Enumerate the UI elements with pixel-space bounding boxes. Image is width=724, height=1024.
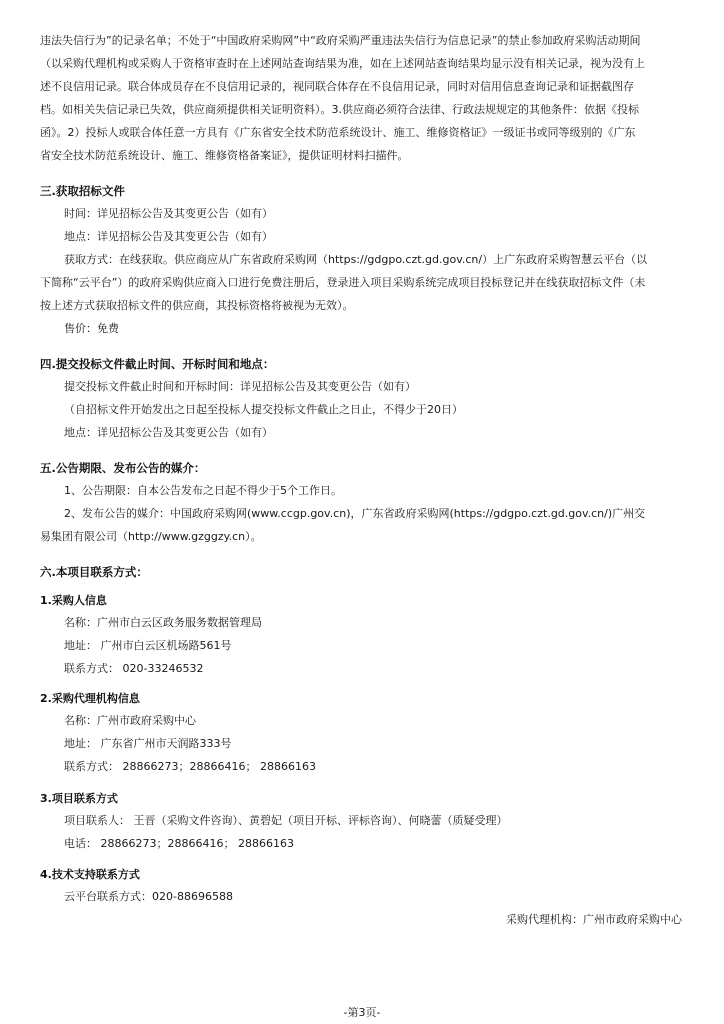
section-5-item-1: 1、公告期限：自本公告发布之日起不得少于5个工作日。 bbox=[64, 484, 342, 497]
tech-support-heading: 4.技术支持联系方式 bbox=[40, 868, 140, 881]
section-3-place: 地点：详见招标公告及其变更公告（如有） bbox=[64, 230, 273, 243]
section-4-deadline: 提交投标文件截止时间和开标时间：详见招标公告及其变更公告（如有） bbox=[64, 380, 416, 393]
intro-line-2: （以采购代理机构或采购人于资格审查时在上述网站查询结果为准，如在上述网站查询结果均显示没有相关记录，视为没有上 bbox=[40, 57, 645, 70]
agency-signature: 采购代理机构：广州市政府采购中心 bbox=[506, 913, 682, 926]
intro-line-1: 违法失信行为”的记录名单；不处于“中国政府采购网”中“政府采购严重违法失信行为信息记录”的禁止参加政府采购活动期间 bbox=[40, 34, 641, 47]
section-3-method-line-2: 下简称“云平台”）的政府采购供应商入口进行免费注册后，登录进入项目采购系统完成项目投标登记并在线获取招标文件（未 bbox=[40, 276, 646, 289]
agency-name: 名称：广州市政府采购中心 bbox=[64, 714, 196, 727]
section-3-time: 时间：详见招标公告及其变更公告（如有） bbox=[64, 207, 273, 220]
project-contact-heading: 3.项目联系方式 bbox=[40, 792, 118, 805]
purchaser-name: 名称：广州市白云区政务服务数据管理局 bbox=[64, 616, 262, 629]
intro-line-5: 函》。2）投标人或联合体任意一方具有《广东省安全技术防范系统设计、施工、维修资格证》一级证书或同等级别的《广东 bbox=[40, 126, 636, 139]
section-4-note: （自招标文件开始发出之日起至投标人提交投标文件截止之日止，不得少于20日） bbox=[64, 403, 463, 416]
section-3-price: 售价：免费 bbox=[64, 322, 119, 335]
section-6-heading: 六.本项目联系方式： bbox=[40, 565, 148, 579]
agency-address: 地址： 广东省广州市天润路333号 bbox=[64, 737, 232, 750]
section-5-item-2-line-1: 2、发布公告的媒介：中国政府采购网(www.ccgp.gov.cn)，广东省政府采购网(https://gdgpo.czt.gd.gov.cn/)广州交 bbox=[64, 507, 646, 520]
intro-line-4: 档。如相关失信记录已失效，供应商须提供相关证明资料）。3.供应商必须符合法律、行政法规规定的其他条件：依据《投标 bbox=[40, 103, 639, 116]
section-3-method-line-3: 按上述方式获取招标文件的供应商，其投标资格将被视为无效）。 bbox=[40, 299, 354, 312]
section-3-heading: 三.获取招标文件 bbox=[40, 184, 125, 198]
intro-line-6: 省安全技术防范系统设计、施工、维修资格备案证》，提供证明材料扫描件。 bbox=[40, 149, 409, 162]
agency-contact: 联系方式： 28866273；28866416； 28866163 bbox=[64, 760, 316, 773]
project-contact-people: 项目联系人： 王晋（采购文件咨询）、黄碧妃（项目开标、评标咨询）、何晓蕾（质疑受理） bbox=[64, 814, 508, 827]
tech-support-contact: 云平台联系方式：020-88696588 bbox=[64, 890, 233, 903]
section-5-item-2-line-2: 易集团有限公司（http://www.gzggzy.cn）。 bbox=[40, 530, 262, 543]
project-contact-phone: 电话： 28866273；28866416； 28866163 bbox=[64, 837, 294, 850]
purchaser-address: 地址： 广州市白云区机场路561号 bbox=[64, 639, 232, 652]
section-3-method-line-1: 获取方式：在线获取。供应商应从广东省政府采购网（https://gdgpo.czt.gd.gov.cn/）上广东政府采购智慧云平台（以 bbox=[64, 253, 648, 266]
intro-line-3: 述不良信用记录。联合体成员存在不良信用记录的，视同联合体存在不良信用记录，同时对信用信息查询记录和证据截图存 bbox=[40, 80, 634, 93]
purchaser-contact: 联系方式： 020-33246532 bbox=[64, 662, 204, 675]
section-4-place: 地点：详见招标公告及其变更公告（如有） bbox=[64, 426, 273, 439]
section-5-heading: 五.公告期限、发布公告的媒介： bbox=[40, 461, 206, 475]
page-number: -第3页- bbox=[343, 1006, 381, 1019]
agency-heading: 2.采购代理机构信息 bbox=[40, 692, 140, 705]
purchaser-heading: 1.采购人信息 bbox=[40, 594, 107, 607]
section-4-heading: 四.提交投标文件截止时间、开标时间和地点： bbox=[40, 357, 275, 371]
